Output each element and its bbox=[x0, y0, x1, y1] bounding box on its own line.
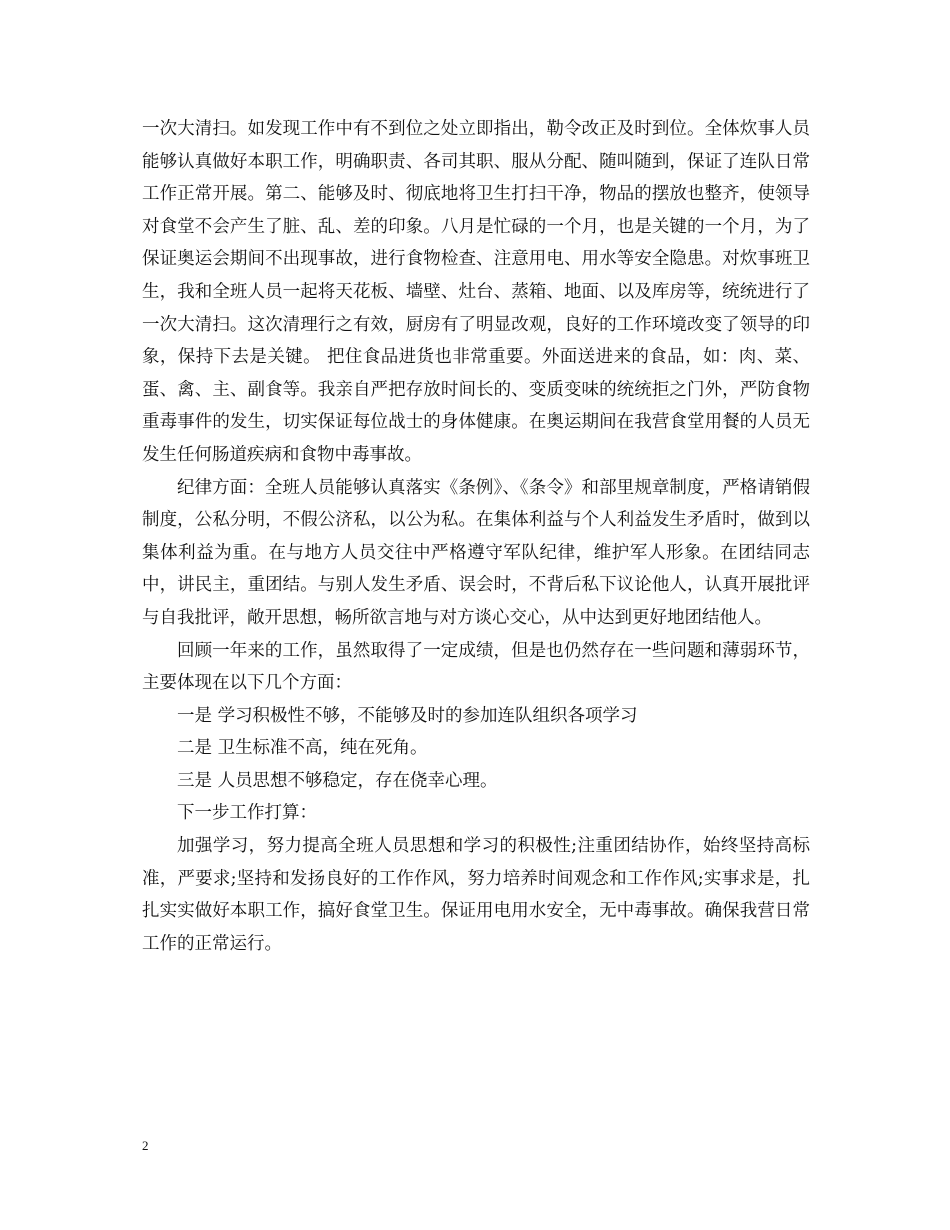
paragraph-discipline: 纪律方面：全班人员能够认真落实《条例》、《条令》和部里规章制度，严格请销假制度，公私分明，不假公济私，以公为私。在集体利益与个人利益发生矛盾时，做到以集体利益为重。在与地方人员交往中严格遵守军队纪律，维护军人形象。在团结同志中，讲民主，重团结。与别人发生矛盾、误会时，不背后私下议论他人，认真开展批评与自我批评，敞开思想，畅所欲言地与对方谈心交心，从中达到更好地团结他人。 bbox=[142, 477, 810, 628]
paragraph-next-steps-heading: 下一步工作打算： bbox=[177, 803, 317, 824]
paragraph-next-steps: 加强学习，努力提高全班人员思想和学习的积极性;注重团结协作，始终坚持高标准，严要求;坚持和发扬良好的工作作风，努力培养时间观念和工作作风;实事求是，扎扎实实做好本职工作，搞好食堂卫生。保证用电用水安全，无中毒事故。确保我营日常工作的正常运行。 bbox=[142, 836, 810, 954]
paragraph-issue-2: 二是 卫生标准不高，纯在死角。 bbox=[177, 738, 428, 759]
paragraph-issue-3: 三是 人员思想不够稳定，存在侥幸心理。 bbox=[177, 770, 498, 791]
paragraph-hygiene-report: 一次大清扫。如发现工作中有不到位之处立即指出，勒令改正及时到位。全体炊事人员能够认真做好本职工作，明确职责、各司其职、服从分配、随叫随到，保证了连队日常工作正常开展。第二、能够及时、彻底地将卫生打扫干净，物品的摆放也整齐，使领导对食堂不会产生了脏、乱、差的印象。八月是忙碌的一个月，也是关键的一个月，为了保证奥运会期间不出现事故，进行食物检查、注意用电、用水等安全隐患。对炊事班卫生，我和全班人员一起将天花板、墙壁、灶台、蒸箱、地面、以及库房等，统统进行了一次大清扫。这次清理行之有效，厨房有了明显改观，良好的工作环境改变了领导的印象，保持下去是关键。 把住食品进货也非常重要。外面送进来的食品，如：肉、菜、蛋、禽、主、副食等。我亲自严把存放时间长的、变质变味的统统拒之门外，严防食物重毒事件的发生，切实保证每位战士的身体健康。在奥运期间在我营食堂用餐的人员无发生任何肠道疾病和食物中毒事故。 bbox=[142, 119, 810, 465]
paragraph-issue-1: 一是 学习积极性不够，不能够及时的参加连队组织各项学习 bbox=[177, 705, 638, 726]
paragraph-review: 回顾一年来的工作，虽然取得了一定成绩，但是也仍然存在一些问题和薄弱环节，主要体现在以下几个方面： bbox=[142, 640, 810, 694]
document-body bbox=[142, 113, 810, 960]
page-number: 2 bbox=[142, 1138, 149, 1153]
